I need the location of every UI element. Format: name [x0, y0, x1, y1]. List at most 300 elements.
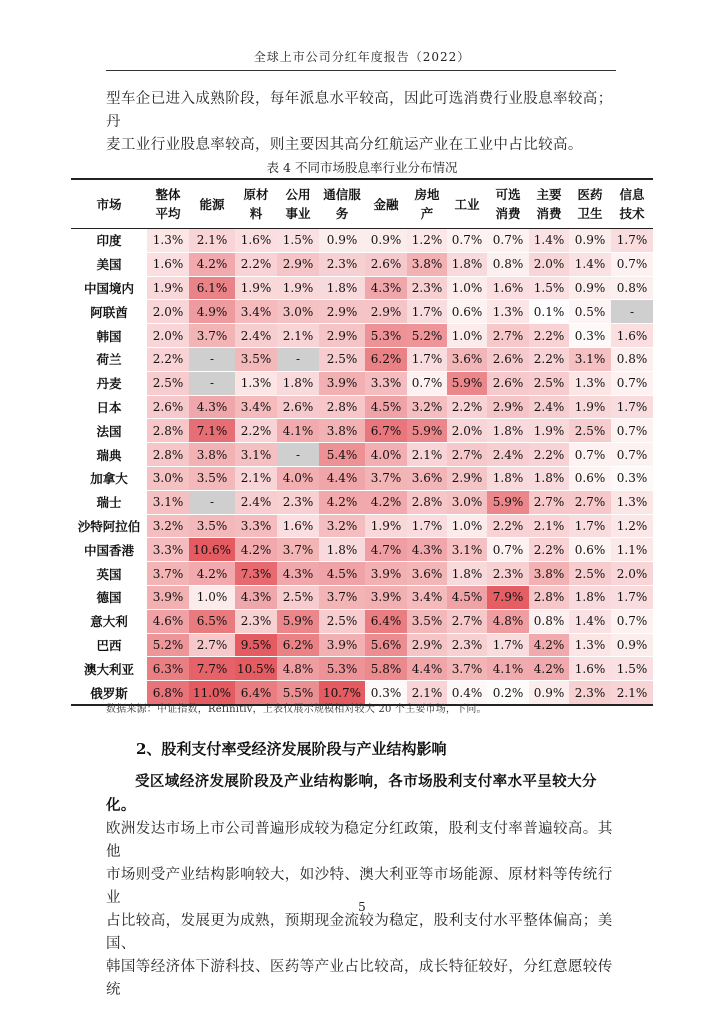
- yield-cell: 3.8%: [407, 252, 447, 276]
- yield-cell: 1.9%: [277, 276, 319, 300]
- yield-cell: 3.4%: [235, 300, 277, 324]
- body-lead: 受区域经济发展阶段及产业结构影响，各市场股利支付率水平呈较大分化。: [106, 773, 597, 814]
- column-header: 信息技术: [611, 179, 653, 229]
- yield-cell: 3.1%: [147, 490, 189, 514]
- yield-cell: -: [189, 347, 235, 371]
- yield-cell: 3.8%: [529, 562, 569, 586]
- table-row: [71, 514, 653, 538]
- market-name: 中国境内: [71, 276, 147, 300]
- yield-cell: 4.0%: [365, 443, 407, 467]
- yield-cell: 6.2%: [277, 633, 319, 657]
- yield-cell: 1.3%: [569, 371, 611, 395]
- yield-cell: 2.1%: [529, 514, 569, 538]
- yield-cell: 2.7%: [447, 443, 487, 467]
- yield-cell: 0.7%: [569, 443, 611, 467]
- yield-cell: 6.8%: [147, 681, 189, 705]
- yield-cell: 4.4%: [407, 657, 447, 681]
- yield-cell: 1.5%: [611, 657, 653, 681]
- table-row: [71, 585, 653, 609]
- yield-cell: 5.2%: [407, 324, 447, 348]
- yield-cell: 2.0%: [147, 324, 189, 348]
- table-row: [71, 395, 653, 419]
- yield-cell: 2.3%: [487, 562, 529, 586]
- yield-cell: 1.5%: [529, 276, 569, 300]
- yield-cell: 2.3%: [569, 681, 611, 705]
- header-divider: [106, 70, 616, 71]
- yield-cell: 2.5%: [569, 419, 611, 443]
- page-header: 全球上市公司分红年度报告（2022）: [253, 50, 471, 64]
- yield-cell: 2.5%: [319, 347, 365, 371]
- yield-cell: -: [277, 347, 319, 371]
- yield-cell: 2.2%: [447, 395, 487, 419]
- yield-cell: 0.6%: [447, 300, 487, 324]
- yield-cell: 1.9%: [235, 276, 277, 300]
- yield-cell: 0.9%: [319, 229, 365, 253]
- yield-cell: 0.3%: [611, 466, 653, 490]
- yield-cell: 2.0%: [611, 562, 653, 586]
- market-name: 荷兰: [71, 347, 147, 371]
- yield-cell: 4.2%: [189, 252, 235, 276]
- yield-cell: 1.0%: [189, 585, 235, 609]
- intro-line-2: 麦工业行业股息率较高，则主要因其高分红航运产业在工业中占比较高。: [106, 137, 583, 153]
- yield-cell: 1.9%: [147, 276, 189, 300]
- yield-cell: 2.2%: [235, 419, 277, 443]
- yield-cell: 2.0%: [147, 300, 189, 324]
- market-name: 美国: [71, 252, 147, 276]
- yield-cell: 2.8%: [319, 395, 365, 419]
- yield-cell: 10.7%: [319, 681, 365, 705]
- yield-cell: 3.0%: [277, 300, 319, 324]
- yield-cell: 3.3%: [235, 514, 277, 538]
- yield-cell: 2.1%: [611, 681, 653, 705]
- yield-cell: 2.5%: [277, 585, 319, 609]
- yield-cell: 2.1%: [407, 681, 447, 705]
- yield-cell: 2.3%: [277, 490, 319, 514]
- column-header: 医药卫生: [569, 179, 611, 229]
- yield-cell: 0.9%: [611, 633, 653, 657]
- table-row: [71, 252, 653, 276]
- yield-cell: -: [189, 490, 235, 514]
- yield-cell: 0.3%: [569, 324, 611, 348]
- yield-cell: 2.9%: [319, 324, 365, 348]
- body-paragraph: [106, 770, 618, 1002]
- table-row: [71, 562, 653, 586]
- yield-cell: 0.6%: [569, 538, 611, 562]
- table-header-row: [71, 179, 653, 229]
- yield-cell: -: [277, 443, 319, 467]
- yield-cell: 3.7%: [319, 585, 365, 609]
- yield-cell: 4.3%: [235, 585, 277, 609]
- yield-cell: 1.6%: [487, 276, 529, 300]
- market-name: 瑞典: [71, 443, 147, 467]
- yield-cell: 1.3%: [235, 371, 277, 395]
- market-name: 澳大利亚: [71, 657, 147, 681]
- yield-cell: 1.4%: [529, 229, 569, 253]
- yield-cell: 3.4%: [235, 395, 277, 419]
- yield-cell: 7.7%: [189, 657, 235, 681]
- yield-cell: 3.7%: [365, 466, 407, 490]
- table-row: [71, 490, 653, 514]
- yield-cell: 1.9%: [529, 419, 569, 443]
- yield-cell: 2.4%: [529, 395, 569, 419]
- yield-cell: 4.4%: [319, 466, 365, 490]
- yield-cell: 1.1%: [611, 538, 653, 562]
- market-name: 丹麦: [71, 371, 147, 395]
- table-source-note: 数据来源：中证指数，Refinitiv，上表仅展示规模相对较大 20 个主要市场，下同。: [106, 704, 487, 715]
- yield-cell: -: [189, 371, 235, 395]
- yield-cell: 1.7%: [407, 300, 447, 324]
- column-header: 公用事业: [277, 179, 319, 229]
- yield-cell: 1.6%: [611, 324, 653, 348]
- yield-cell: -: [611, 300, 653, 324]
- yield-cell: 3.1%: [447, 538, 487, 562]
- yield-cell: 0.8%: [611, 347, 653, 371]
- market-name: 瑞士: [71, 490, 147, 514]
- yield-cell: 5.9%: [407, 419, 447, 443]
- intro-line-1: 型车企已进入成熟阶段，每年派息水平较高，因此可选消费行业股息率较高；丹: [106, 91, 613, 130]
- table-row: [71, 466, 653, 490]
- yield-cell: 1.7%: [487, 633, 529, 657]
- yield-cell: 4.2%: [319, 490, 365, 514]
- dividend-yield-table: [71, 178, 653, 706]
- yield-cell: 1.3%: [569, 633, 611, 657]
- yield-cell: 2.9%: [487, 395, 529, 419]
- table-row: [71, 347, 653, 371]
- yield-cell: 1.0%: [447, 514, 487, 538]
- column-header: 整体平均: [147, 179, 189, 229]
- yield-cell: 1.8%: [319, 538, 365, 562]
- yield-cell: 2.4%: [487, 443, 529, 467]
- market-name: 韩国: [71, 324, 147, 348]
- yield-cell: 0.8%: [611, 276, 653, 300]
- yield-cell: 0.7%: [611, 443, 653, 467]
- yield-cell: 1.2%: [611, 514, 653, 538]
- table-row: [71, 609, 653, 633]
- yield-cell: 2.9%: [319, 300, 365, 324]
- yield-cell: 4.8%: [277, 657, 319, 681]
- yield-cell: 6.4%: [365, 609, 407, 633]
- market-name: 加拿大: [71, 466, 147, 490]
- yield-cell: 4.7%: [365, 538, 407, 562]
- yield-cell: 3.8%: [319, 419, 365, 443]
- yield-cell: 1.7%: [611, 585, 653, 609]
- table-row: [71, 324, 653, 348]
- yield-cell: 2.4%: [235, 490, 277, 514]
- yield-cell: 3.6%: [407, 466, 447, 490]
- yield-cell: 0.3%: [365, 681, 407, 705]
- yield-cell: 2.9%: [277, 252, 319, 276]
- yield-cell: 0.9%: [365, 229, 407, 253]
- yield-cell: 3.2%: [407, 395, 447, 419]
- yield-cell: 1.7%: [569, 514, 611, 538]
- yield-cell: 2.6%: [487, 347, 529, 371]
- yield-cell: 3.9%: [365, 585, 407, 609]
- yield-cell: 0.8%: [529, 609, 569, 633]
- table-row: [71, 443, 653, 467]
- yield-cell: 2.7%: [447, 609, 487, 633]
- yield-cell: 1.6%: [147, 252, 189, 276]
- yield-cell: 1.8%: [319, 276, 365, 300]
- yield-cell: 1.5%: [277, 229, 319, 253]
- yield-cell: 2.7%: [189, 633, 235, 657]
- yield-cell: 6.1%: [189, 276, 235, 300]
- yield-cell: 1.8%: [529, 466, 569, 490]
- market-name: 中国香港: [71, 538, 147, 562]
- yield-cell: 2.8%: [147, 443, 189, 467]
- yield-cell: 2.1%: [277, 324, 319, 348]
- yield-cell: 1.4%: [569, 609, 611, 633]
- market-name: 巴西: [71, 633, 147, 657]
- yield-cell: 5.3%: [319, 657, 365, 681]
- yield-cell: 3.9%: [319, 371, 365, 395]
- yield-cell: 5.8%: [365, 657, 407, 681]
- market-name: 沙特阿拉伯: [71, 514, 147, 538]
- yield-cell: 1.3%: [487, 300, 529, 324]
- yield-cell: 2.6%: [277, 395, 319, 419]
- column-header: 房地产: [407, 179, 447, 229]
- yield-cell: 1.2%: [407, 229, 447, 253]
- market-name: 日本: [71, 395, 147, 419]
- yield-cell: 1.6%: [569, 657, 611, 681]
- yield-cell: 3.7%: [447, 657, 487, 681]
- yield-cell: 5.4%: [319, 443, 365, 467]
- yield-cell: 4.1%: [277, 419, 319, 443]
- market-name: 意大利: [71, 609, 147, 633]
- yield-cell: 0.9%: [529, 681, 569, 705]
- table-row: [71, 538, 653, 562]
- yield-cell: 2.2%: [529, 443, 569, 467]
- market-name: 印度: [71, 229, 147, 253]
- yield-cell: 4.2%: [529, 633, 569, 657]
- body-line-1: 欧洲发达市场上市公司普遍形成较为稳定分红政策，股利支付率普遍较高。其他: [106, 821, 613, 860]
- market-name: 英国: [71, 562, 147, 586]
- column-header: 市场: [71, 179, 147, 229]
- yield-cell: 2.2%: [487, 514, 529, 538]
- yield-cell: 2.2%: [529, 347, 569, 371]
- yield-cell: 2.2%: [529, 324, 569, 348]
- yield-cell: 2.3%: [319, 252, 365, 276]
- yield-cell: 3.0%: [147, 466, 189, 490]
- yield-cell: 2.3%: [447, 633, 487, 657]
- yield-cell: 3.7%: [277, 538, 319, 562]
- yield-cell: 4.3%: [407, 538, 447, 562]
- yield-cell: 6.7%: [365, 419, 407, 443]
- yield-cell: 3.0%: [447, 490, 487, 514]
- table-row: [71, 229, 653, 253]
- yield-cell: 2.4%: [235, 324, 277, 348]
- yield-cell: 3.1%: [569, 347, 611, 371]
- yield-cell: 5.9%: [487, 490, 529, 514]
- yield-cell: 0.9%: [569, 276, 611, 300]
- yield-cell: 4.3%: [189, 395, 235, 419]
- yield-cell: 1.8%: [447, 252, 487, 276]
- market-name: 法国: [71, 419, 147, 443]
- yield-cell: 2.1%: [189, 229, 235, 253]
- yield-cell: 4.2%: [365, 490, 407, 514]
- yield-cell: 1.9%: [569, 395, 611, 419]
- yield-cell: 4.3%: [365, 276, 407, 300]
- column-header: 能源: [189, 179, 235, 229]
- body-lead-line: [106, 770, 618, 818]
- yield-cell: 2.7%: [529, 490, 569, 514]
- yield-cell: 10.5%: [235, 657, 277, 681]
- market-name: 阿联酋: [71, 300, 147, 324]
- yield-cell: 6.2%: [365, 347, 407, 371]
- yield-cell: 4.5%: [365, 395, 407, 419]
- yield-cell: 1.6%: [235, 229, 277, 253]
- column-header: 可选消费: [487, 179, 529, 229]
- yield-cell: 7.1%: [189, 419, 235, 443]
- yield-cell: 1.8%: [569, 585, 611, 609]
- yield-cell: 0.9%: [569, 229, 611, 253]
- yield-cell: 2.2%: [529, 538, 569, 562]
- yield-cell: 3.5%: [189, 466, 235, 490]
- market-name: 俄罗斯: [71, 681, 147, 705]
- yield-cell: 2.7%: [569, 490, 611, 514]
- yield-cell: 2.9%: [407, 633, 447, 657]
- yield-cell: 2.3%: [235, 609, 277, 633]
- yield-cell: 1.4%: [569, 252, 611, 276]
- yield-cell: 1.8%: [487, 419, 529, 443]
- yield-cell: 0.7%: [611, 419, 653, 443]
- body-line-4: 韩国等经济体下游科技、医药等产业占比较高，成长特征较好，分红意愿较传统: [106, 959, 613, 998]
- yield-cell: 2.5%: [569, 562, 611, 586]
- yield-cell: 3.3%: [365, 371, 407, 395]
- table-row: [71, 300, 653, 324]
- yield-cell: 0.4%: [447, 681, 487, 705]
- yield-cell: 0.7%: [447, 229, 487, 253]
- yield-cell: 3.6%: [407, 562, 447, 586]
- yield-cell: 2.1%: [235, 466, 277, 490]
- yield-cell: 9.5%: [235, 633, 277, 657]
- yield-cell: 2.5%: [319, 609, 365, 633]
- table-row: [71, 371, 653, 395]
- yield-cell: 1.0%: [447, 324, 487, 348]
- yield-cell: 1.0%: [447, 276, 487, 300]
- yield-cell: 0.7%: [611, 609, 653, 633]
- yield-cell: 4.6%: [147, 609, 189, 633]
- yield-cell: 1.7%: [611, 395, 653, 419]
- yield-cell: 5.5%: [277, 681, 319, 705]
- yield-cell: 4.2%: [189, 562, 235, 586]
- yield-cell: 2.0%: [447, 419, 487, 443]
- yield-cell: 7.3%: [235, 562, 277, 586]
- yield-cell: 3.4%: [407, 585, 447, 609]
- intro-paragraph: [106, 88, 618, 157]
- yield-cell: 4.0%: [277, 466, 319, 490]
- yield-cell: 0.8%: [487, 252, 529, 276]
- yield-cell: 3.9%: [147, 585, 189, 609]
- column-header: 工业: [447, 179, 487, 229]
- yield-cell: 2.6%: [147, 395, 189, 419]
- yield-cell: 2.6%: [365, 252, 407, 276]
- yield-cell: 3.5%: [407, 609, 447, 633]
- yield-cell: 3.6%: [447, 347, 487, 371]
- yield-cell: 0.2%: [487, 681, 529, 705]
- yield-cell: 4.2%: [529, 657, 569, 681]
- yield-cell: 4.5%: [319, 562, 365, 586]
- yield-cell: 2.8%: [147, 419, 189, 443]
- yield-cell: 4.5%: [447, 585, 487, 609]
- yield-cell: 4.9%: [189, 300, 235, 324]
- yield-cell: 3.9%: [365, 562, 407, 586]
- yield-cell: 2.2%: [147, 347, 189, 371]
- body-line-2: 市场则受产业结构影响较大，如沙特、澳大利亚等市场能源、原材料等传统行业: [106, 867, 613, 906]
- yield-cell: 2.1%: [407, 443, 447, 467]
- yield-cell: 2.0%: [529, 252, 569, 276]
- yield-cell: 0.7%: [407, 371, 447, 395]
- yield-cell: 5.6%: [365, 633, 407, 657]
- yield-cell: 2.6%: [487, 371, 529, 395]
- yield-cell: 3.5%: [235, 347, 277, 371]
- yield-cell: 6.5%: [189, 609, 235, 633]
- yield-cell: 2.2%: [235, 252, 277, 276]
- yield-cell: 3.8%: [189, 443, 235, 467]
- yield-cell: 1.8%: [277, 371, 319, 395]
- yield-cell: 3.7%: [147, 562, 189, 586]
- yield-cell: 6.3%: [147, 657, 189, 681]
- yield-cell: 3.2%: [319, 514, 365, 538]
- yield-cell: 2.5%: [147, 371, 189, 395]
- column-header: 原材料: [235, 179, 277, 229]
- yield-cell: 3.3%: [147, 538, 189, 562]
- yield-cell: 4.8%: [487, 609, 529, 633]
- yield-cell: 1.8%: [487, 466, 529, 490]
- yield-cell: 2.9%: [447, 466, 487, 490]
- yield-cell: 6.4%: [235, 681, 277, 705]
- yield-cell: 2.7%: [487, 324, 529, 348]
- yield-cell: 3.1%: [235, 443, 277, 467]
- yield-cell: 3.2%: [147, 514, 189, 538]
- yield-cell: 0.1%: [529, 300, 569, 324]
- yield-cell: 3.7%: [189, 324, 235, 348]
- column-header: 主要消费: [529, 179, 569, 229]
- yield-cell: 0.6%: [569, 466, 611, 490]
- yield-cell: 0.7%: [611, 252, 653, 276]
- yield-cell: 2.5%: [529, 371, 569, 395]
- yield-cell: 1.9%: [365, 514, 407, 538]
- yield-cell: 2.3%: [407, 276, 447, 300]
- yield-cell: 4.3%: [277, 562, 319, 586]
- yield-cell: 1.8%: [447, 562, 487, 586]
- yield-cell: 7.9%: [487, 585, 529, 609]
- yield-cell: 5.9%: [277, 609, 319, 633]
- yield-cell: 0.7%: [487, 538, 529, 562]
- yield-cell: 5.9%: [447, 371, 487, 395]
- body-line-3: 占比较高，发展更为成熟，预期现金流较为稳定，股利支付水平整体偏高；美国、: [106, 913, 613, 952]
- table-row: [71, 633, 653, 657]
- yield-cell: 0.7%: [487, 229, 529, 253]
- yield-cell: 0.5%: [569, 300, 611, 324]
- yield-cell: 2.8%: [529, 585, 569, 609]
- yield-cell: 5.2%: [147, 633, 189, 657]
- column-header: 金融: [365, 179, 407, 229]
- yield-cell: 1.7%: [407, 347, 447, 371]
- yield-cell: 10.6%: [189, 538, 235, 562]
- table-row: [71, 419, 653, 443]
- yield-cell: 4.1%: [487, 657, 529, 681]
- yield-cell: 1.3%: [147, 229, 189, 253]
- yield-cell: 11.0%: [189, 681, 235, 705]
- yield-cell: 1.6%: [277, 514, 319, 538]
- yield-cell: 3.9%: [319, 633, 365, 657]
- yield-cell: 2.9%: [365, 300, 407, 324]
- column-header: 通信服务: [319, 179, 365, 229]
- table-row: [71, 276, 653, 300]
- table-caption: 表 4 不同市场股息率行业分布情况: [266, 160, 458, 175]
- table-row: [71, 657, 653, 681]
- page-number: 5: [358, 900, 366, 914]
